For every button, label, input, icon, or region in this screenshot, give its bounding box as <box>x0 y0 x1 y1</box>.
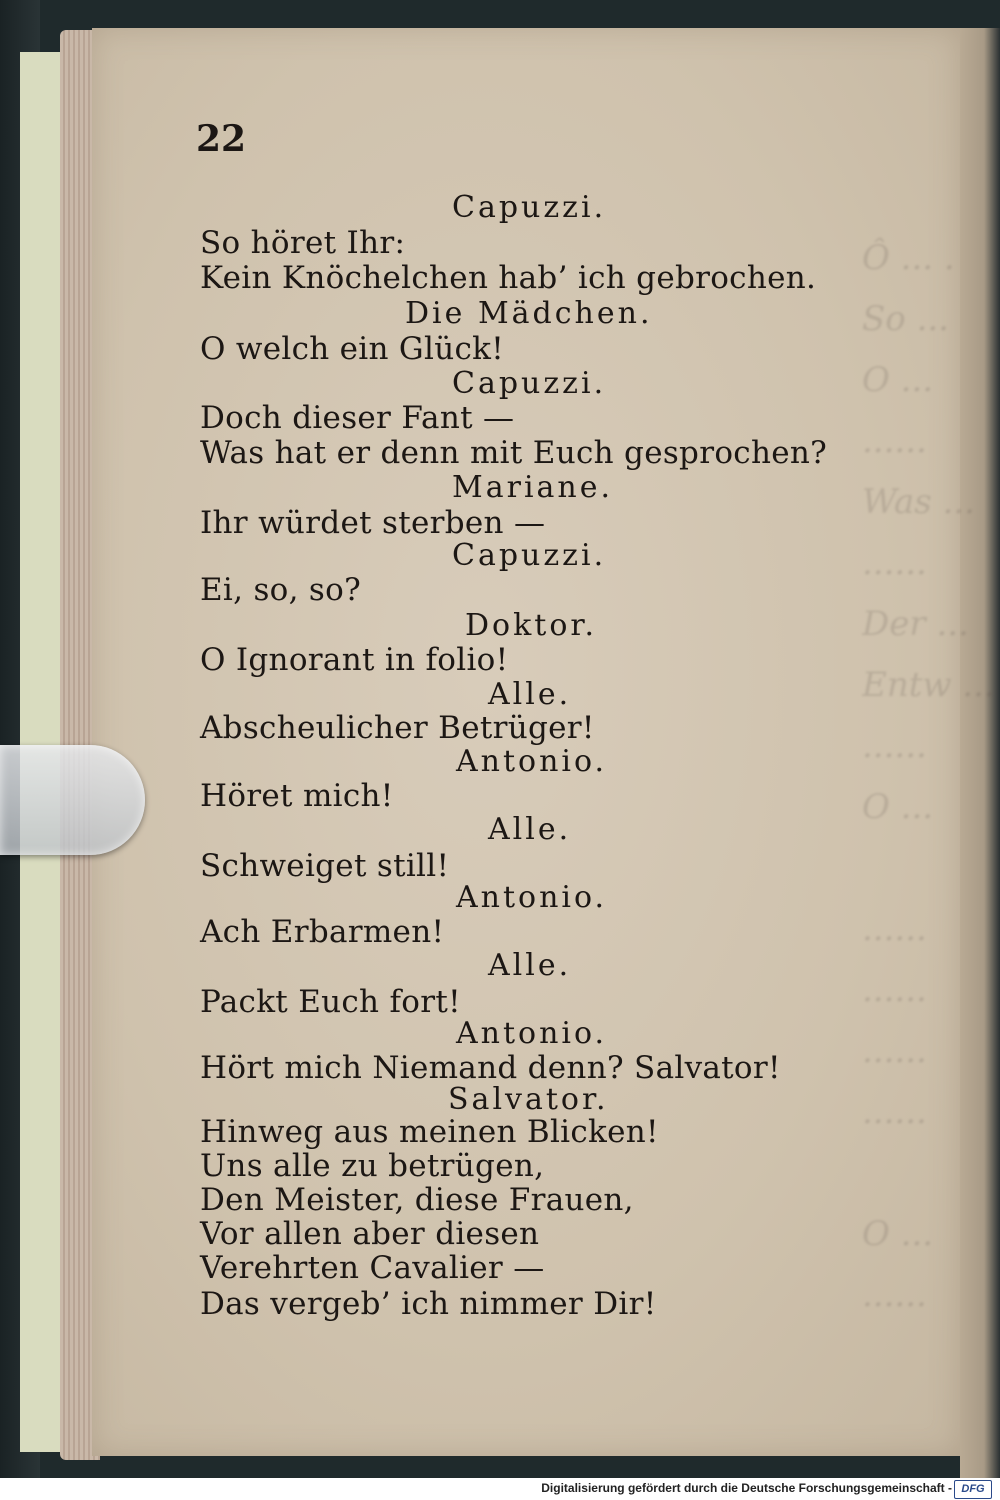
dfg-logo: DFG <box>954 1480 992 1499</box>
funding-notice: Digitalisierung gefördert durch die Deutsche Forschungsgemeinschaft - <box>541 1481 952 1495</box>
speaker-name: Antonio. <box>456 1016 608 1051</box>
verse-line: Ach Erbarmen! <box>200 914 445 950</box>
verse-line: Doch dieser Fant — <box>200 400 515 436</box>
verse-line: Schweiget still! <box>200 848 450 884</box>
speaker-name: Capuzzi. <box>452 366 607 401</box>
speaker-name: Capuzzi. <box>452 190 607 225</box>
speaker-name: Alle. <box>488 812 572 847</box>
verse-line: Das vergeb’ ich nimmer Dir! <box>200 1286 657 1322</box>
verse-line: Den Meister, diese Frauen, <box>200 1182 634 1218</box>
verse-line: Hinweg aus meinen Blicken! <box>200 1114 659 1150</box>
verse-line: Ihr würdet sterben — <box>200 505 546 541</box>
speaker-name: Mariane. <box>452 470 614 505</box>
verse-line: Abscheulicher Betrüger! <box>200 710 595 746</box>
verse-line: O Ignorant in folio! <box>200 642 509 678</box>
speaker-name: Antonio. <box>456 880 608 915</box>
verse-line: Was hat er denn mit Euch gesprochen? <box>200 435 828 471</box>
verse-line: Verehrten Cavalier — <box>200 1250 545 1286</box>
verse-line: Ei, so, so? <box>200 572 362 608</box>
translucent-page-clip <box>0 745 145 855</box>
next-page-edge <box>960 28 1000 1478</box>
speaker-name: Salvator. <box>448 1082 609 1117</box>
verse-line: Uns alle zu betrügen, <box>200 1148 545 1184</box>
verse-line: Vor allen aber diesen <box>200 1216 540 1252</box>
speaker-name: Capuzzi. <box>452 538 607 573</box>
speaker-name: Die Mädchen. <box>405 296 653 331</box>
verse-line: Hört mich Niemand denn? Salvator! <box>200 1050 781 1086</box>
speaker-name: Antonio. <box>456 744 608 779</box>
verse-line: So höret Ihr: <box>200 225 406 261</box>
speaker-name: Alle. <box>488 948 572 983</box>
verse-line: Kein Knöchelchen hab’ ich gebrochen. <box>200 260 817 296</box>
verse-line: Höret mich! <box>200 778 394 814</box>
page-number: 22 <box>196 118 247 160</box>
speaker-name: Doktor. <box>465 608 597 643</box>
verse-line: Packt Euch fort! <box>200 984 461 1020</box>
speaker-name: Alle. <box>488 677 572 712</box>
verse-line: O welch ein Glück! <box>200 331 504 367</box>
bleed-through-text: Ô ... . So ... O ... ...... Was ... ...... Der ... Entw ... ...... O ... ...... ...... ...... ...... O ... ...... <box>862 238 995 1315</box>
